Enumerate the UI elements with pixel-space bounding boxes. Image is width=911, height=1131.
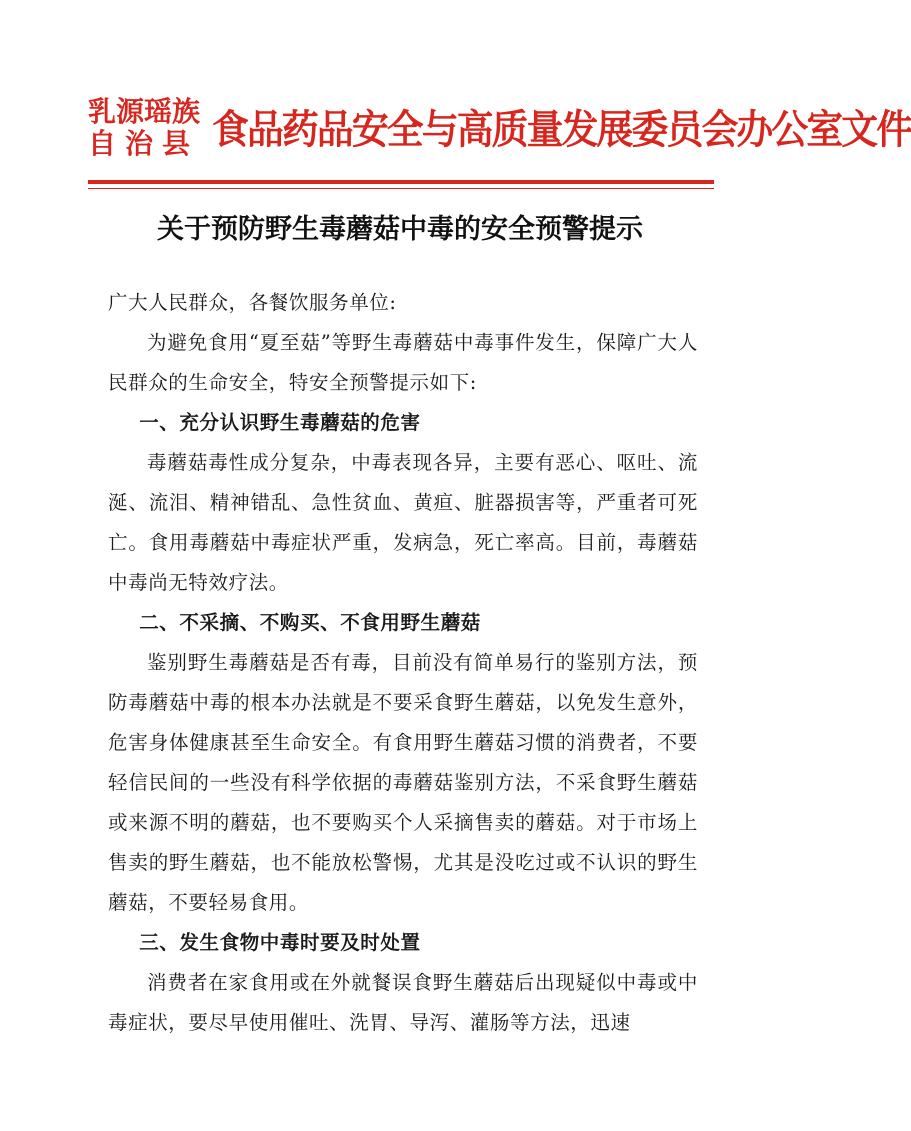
intro-paragraph: 为避免食用“夏至菇”等野生毒蘑菇中毒事件发生，保障广大人民群众的生命安全，特安全预警提示如下:	[108, 331, 698, 394]
section-3-heading: 三、发生食物中毒时要及时处置	[139, 931, 421, 954]
issuer-county-line-2: 自治县	[88, 127, 200, 160]
salutation: 广大人民群众，各餐饮服务单位:	[108, 291, 397, 314]
issuer-office-name: 食品药品安全与高质量发展委员会办公室文件	[212, 106, 911, 153]
header-rule-thin	[88, 188, 714, 189]
section-1-body: 毒蘑菇毒性成分复杂，中毒表现各异，主要有恶心、呕吐、流涎、流泪、精神错乱、急性贫血、黄疸、脏器损害等，严重者可死亡。食用毒蘑菇中毒症状严重，发病急，死亡率高。目前，毒蘑菇中毒尚无特效疗法。	[108, 451, 698, 594]
section-3-body: 消费者在家食用或在外就餐误食野生蘑菇后出现疑似中毒或中毒症状，要尽早使用催吐、洗胃、导泻、灌肠等方法，迅速	[108, 971, 698, 1034]
section-2-heading: 二、不采摘、不购买、不食用野生蘑菇	[139, 611, 481, 634]
document-title: 关于预防野生毒蘑菇中毒的安全预警提示	[157, 214, 643, 245]
issuer-county-name	[88, 96, 206, 160]
section-1-heading: 一、充分认识野生毒蘑菇的危害	[139, 411, 421, 434]
section-2-body: 鉴别野生毒蘑菇是否有毒，目前没有简单易行的鉴别方法，预防毒蘑菇中毒的根本办法就是不要采食野生蘑菇，以免发生意外，危害身体健康甚至生命安全。有食用野生蘑菇习惯的消费者，不要轻信民间的一些没有科学依据的毒蘑菇鉴别方法，不采食野生蘑菇或来源不明的蘑菇，也不要购买个人采摘售卖的蘑菇。对于市场上售卖的野生蘑菇，也不能放松警惕，尤其是没吃过或不认识的野生蘑菇，不要轻易食用。	[108, 651, 698, 914]
header-rule-thick	[88, 180, 714, 184]
issuer-county-line-1: 乳源瑶族	[88, 95, 201, 128]
document-body	[108, 283, 698, 1043]
document-header	[88, 95, 911, 164]
